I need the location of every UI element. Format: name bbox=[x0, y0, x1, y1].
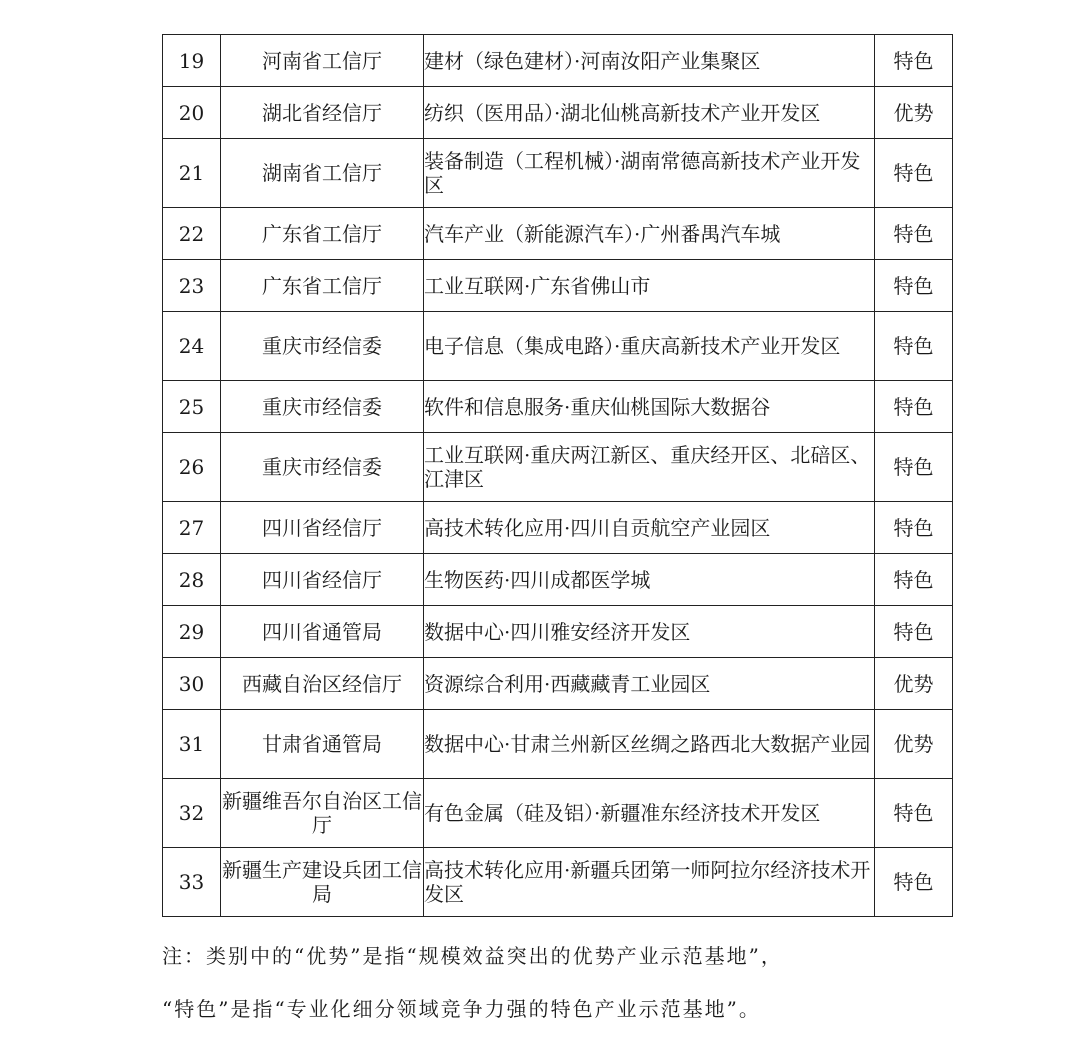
department-cell: 甘肃省通管局 bbox=[221, 710, 424, 779]
industry-location-cell: 建材（绿色建材）·河南汝阳产业集聚区 bbox=[424, 35, 875, 87]
industry-location-cell: 电子信息（集成电路）·重庆高新技术产业开发区 bbox=[424, 312, 875, 381]
department-cell: 湖南省工信厅 bbox=[221, 139, 424, 208]
category-cell: 特色 bbox=[875, 312, 953, 381]
industry-location-cell: 装备制造（工程机械）·湖南常德高新技术产业开发区 bbox=[424, 139, 875, 208]
table-row bbox=[163, 554, 953, 606]
industry-location-cell: 工业互联网·广东省佛山市 bbox=[424, 260, 875, 312]
category-cell: 特色 bbox=[875, 260, 953, 312]
category-cell: 特色 bbox=[875, 606, 953, 658]
department-cell: 重庆市经信委 bbox=[221, 312, 424, 381]
category-cell: 特色 bbox=[875, 502, 953, 554]
table-row bbox=[163, 710, 953, 779]
row-number: 20 bbox=[163, 87, 221, 139]
department-cell: 西藏自治区经信厅 bbox=[221, 658, 424, 710]
row-number: 25 bbox=[163, 381, 221, 433]
department-cell: 四川省经信厅 bbox=[221, 554, 424, 606]
department-cell: 四川省通管局 bbox=[221, 606, 424, 658]
category-cell: 特色 bbox=[875, 208, 953, 260]
table-row bbox=[163, 312, 953, 381]
category-cell: 特色 bbox=[875, 848, 953, 917]
industry-location-cell: 生物医药·四川成都医学城 bbox=[424, 554, 875, 606]
industry-location-cell: 软件和信息服务·重庆仙桃国际大数据谷 bbox=[424, 381, 875, 433]
industry-location-cell: 数据中心·四川雅安经济开发区 bbox=[424, 606, 875, 658]
industry-location-cell: 资源综合利用·西藏藏青工业园区 bbox=[424, 658, 875, 710]
category-cell: 特色 bbox=[875, 433, 953, 502]
category-cell: 特色 bbox=[875, 554, 953, 606]
row-number: 19 bbox=[163, 35, 221, 87]
department-cell: 重庆市经信委 bbox=[221, 433, 424, 502]
table-row bbox=[163, 208, 953, 260]
row-number: 32 bbox=[163, 779, 221, 848]
category-cell: 特色 bbox=[875, 779, 953, 848]
industry-location-cell: 高技术转化应用·新疆兵团第一师阿拉尔经济技术开发区 bbox=[424, 848, 875, 917]
table-row bbox=[163, 502, 953, 554]
department-cell: 新疆生产建设兵团工信局 bbox=[221, 848, 424, 917]
category-cell: 特色 bbox=[875, 35, 953, 87]
table-row bbox=[163, 658, 953, 710]
row-number: 28 bbox=[163, 554, 221, 606]
table-row bbox=[163, 139, 953, 208]
row-number: 29 bbox=[163, 606, 221, 658]
table-row bbox=[163, 35, 953, 87]
category-cell: 优势 bbox=[875, 658, 953, 710]
table-row bbox=[163, 433, 953, 502]
department-cell: 新疆维吾尔自治区工信厅 bbox=[221, 779, 424, 848]
table-row bbox=[163, 381, 953, 433]
row-number: 23 bbox=[163, 260, 221, 312]
department-cell: 湖北省经信厅 bbox=[221, 87, 424, 139]
row-number: 27 bbox=[163, 502, 221, 554]
footnote-line-2: “特色”是指“专业化细分领域竞争力强的特色产业示范基地”。 bbox=[162, 997, 761, 1021]
base-list-table bbox=[162, 34, 953, 917]
industry-location-cell: 高技术转化应用·四川自贡航空产业园区 bbox=[424, 502, 875, 554]
table-row bbox=[163, 848, 953, 917]
department-cell: 广东省工信厅 bbox=[221, 208, 424, 260]
table-row bbox=[163, 260, 953, 312]
row-number: 22 bbox=[163, 208, 221, 260]
category-cell: 优势 bbox=[875, 87, 953, 139]
table-row bbox=[163, 779, 953, 848]
category-cell: 特色 bbox=[875, 381, 953, 433]
table-row bbox=[163, 606, 953, 658]
industry-location-cell: 汽车产业（新能源汽车）·广州番禺汽车城 bbox=[424, 208, 875, 260]
row-number: 26 bbox=[163, 433, 221, 502]
department-cell: 河南省工信厅 bbox=[221, 35, 424, 87]
department-cell: 广东省工信厅 bbox=[221, 260, 424, 312]
row-number: 24 bbox=[163, 312, 221, 381]
table-row bbox=[163, 87, 953, 139]
row-number: 31 bbox=[163, 710, 221, 779]
industry-location-cell: 数据中心·甘肃兰州新区丝绸之路西北大数据产业园 bbox=[424, 710, 875, 779]
category-cell: 优势 bbox=[875, 710, 953, 779]
footnote-line-1: 注：类别中的“优势”是指“规模效益突出的优势产业示范基地”， bbox=[162, 944, 783, 968]
row-number: 30 bbox=[163, 658, 221, 710]
department-cell: 重庆市经信委 bbox=[221, 381, 424, 433]
industry-location-cell: 纺织（医用品）·湖北仙桃高新技术产业开发区 bbox=[424, 87, 875, 139]
industry-location-cell: 工业互联网·重庆两江新区、重庆经开区、北碚区、江津区 bbox=[424, 433, 875, 502]
industry-location-cell: 有色金属（硅及铝）·新疆准东经济技术开发区 bbox=[424, 779, 875, 848]
category-cell: 特色 bbox=[875, 139, 953, 208]
department-cell: 四川省经信厅 bbox=[221, 502, 424, 554]
row-number: 33 bbox=[163, 848, 221, 917]
row-number: 21 bbox=[163, 139, 221, 208]
